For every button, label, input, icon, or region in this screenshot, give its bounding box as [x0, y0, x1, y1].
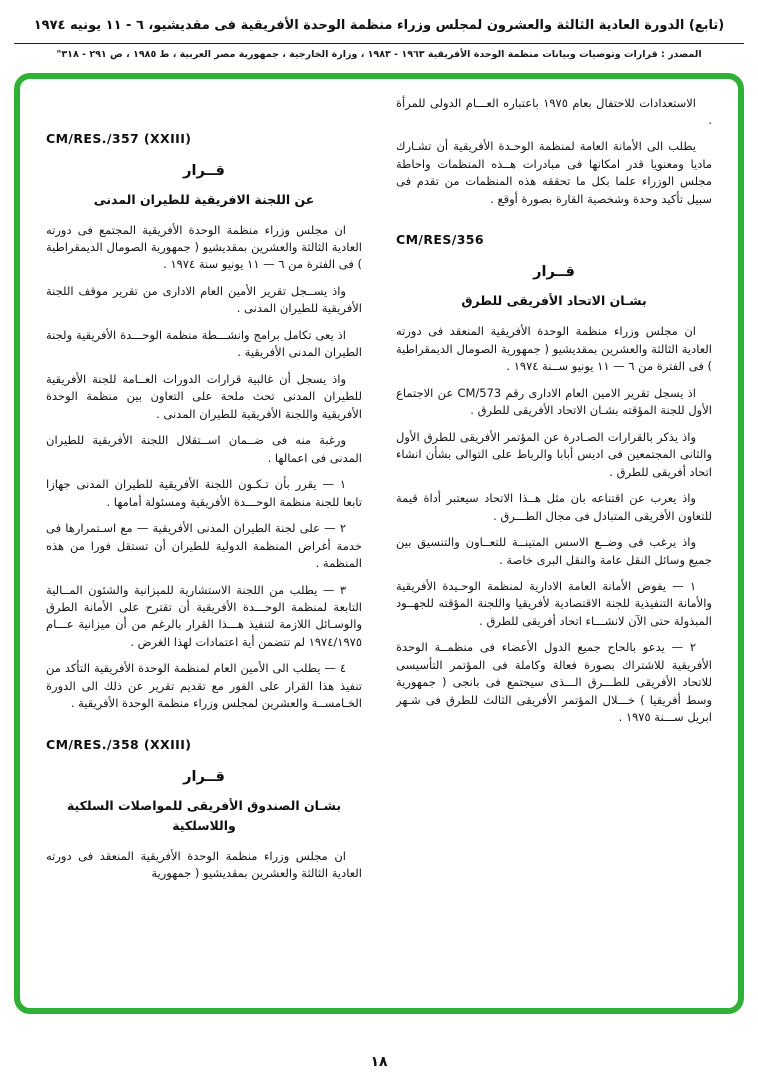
column-right — [396, 95, 712, 998]
paragraph: ٢ — يدعو بالحاح جميع الدول الأعضاء فى منظمــة الوحدة الأفريقية للاشتراك بصورة فعالة وكاملة فى المؤتمر التأسيسى للاتحاد الأفريقى للطـــرق الـــذى سيجتمع فى بانجى ( جمهورية وسط أفريقيا ) خـــلال المؤتمر الأفريقى الثالث للطرق فى شـهر ابريل ســـنة ١٩٧٥ . — [396, 640, 712, 725]
page-header — [0, 0, 758, 60]
paragraph: واذ يرغب فى وضــع الاسس المتينــة للتعــاون والتنسيق بين جميع وسائل النقل عامة والنقل البرى خاصة . — [396, 535, 712, 567]
resolution-subject: بشـان الاتحاد الأفريقى للطرق — [461, 293, 647, 309]
paragraph: ان مجلس وزراء منظمة الوحدة الأفريقية المنعقد فى دورته العادية الثالثة والعشرين بمقديشيو ( جمهورية — [46, 848, 362, 881]
paragraph: يطلب الى الأمانة العامة لمنظمة الوحـدة الأفريقية أن تشـارك ماديا ومعنويا قدر امكانها فى مبادرات هــذه المنظمات واحاطة مجلس الوزراء علما بكل ما تحققه هذه المنظمات من تقدم فى سبيل تأكيد وحدة وشخصية القارة بصورة أوقع . — [396, 139, 712, 206]
resolution-title: قــرار — [183, 768, 225, 785]
paragraph: ٤ — يطلب الى الأمين العام لمنظمة الوحدة الأفريقية التأكد من تنفيذ هذا القرار على الفور مع تقديم تقرير عن ذلك الى الدورة الخـامســة والعشرين لمجلس وزراء منظمة الوحدة الأفريقية . — [46, 661, 362, 711]
page-number: ١٨ — [370, 1054, 388, 1070]
columns — [46, 95, 712, 998]
column-left — [46, 95, 362, 998]
resolution-code: CM/RES./358 (XXIII) — [46, 736, 192, 752]
resolution-title: قــرار — [533, 264, 575, 281]
resolution-subject: عن اللجنة الافريقية للطيران المدنى — [93, 191, 315, 207]
paragraph: واذ يسجل أن غالبية قرارات الدورات العــامة للجنة الأفريقية للطيران المدنى تحث ملحة على التعاون بين منظمة الوحدة الأفريقية واللجنة الأفريقية للطيران المدنى . — [46, 371, 362, 421]
paragraph: الاستعدادات للاحتفال بعام ١٩٧٥ باعتباره العـــام الدولى للمرأة . — [396, 95, 712, 127]
content-frame — [14, 73, 744, 1014]
header-title: (تابع) الدورة العادية الثالثة والعشرون لمجلس وزراء منظمة الوحدة الأفريقية فى مقديشيو، ٦ - ١١ يونيه ١٩٧٤ — [33, 18, 725, 33]
header-source: المصدر : قرارات وتوصيات وبيانات منظمة الوحدة الأفريقية ١٩٦٣ - ١٩٨٣ ، وزارة الخارجية ، جمهورية مصر العربية ، ط ١٩٨٥ ، ص ٢٩١ - ٣١٨" — [56, 48, 702, 60]
resolution-code: CM/RES./357 (XXIII) — [46, 130, 192, 146]
paragraph: ورغبة منه فى ضــمان اســتقلال اللجنة الأفريقية للطيران المدنى فى اعمالها . — [46, 433, 362, 465]
paragraph: ٣ — يطلب من اللجنة الاستشارية للميزانية والشئون المــالية التابعة لمنظمة الوحـــدة الأفريقية أن تقترح على الأمانة الطرق والوسـائل اللازمة لتنفيذ هـــذا القرار بالرغم من أن ميزانية عـــام ١٩٧٤/١٩٧٥ لم تتضمن أية اعتمادات لهذا الغرض . — [46, 582, 362, 649]
paragraph: واذ يذكر بالقرارات الصـادرة عن المؤتمر الأفريقى للطرق الأول والثانى المجتمعين فى اديس أبابا والرباط على التوالى بشأن انشاء اتحاد أفريقى للطرق . — [396, 429, 712, 479]
paragraph: ٢ — على لجنة الطيران المدنى الأفريقية — مع اسـتمرارها فى خدمة أغراض المنظمة الدولية للطيران أن تستقل فورا من هذه المنظمة . — [46, 521, 362, 571]
paragraph: واذ يســجل تقرير الأمين العام الادارى من تقرير موقف اللجنة الأفريقية للطيران المدنى . — [46, 283, 362, 316]
paragraph: ان مجلس وزراء منظمة الوحدة الأفريقية المنعقد فى دورته العادية الثالثة والعشرين بمقديشيو ( جمهورية الصومال الديمقراطية ) فى الفترة من ٦ — ١١ يونيو ســنة ١٩٧٤ . — [396, 324, 712, 374]
resolution-subject: بشـان الصندوق الأفريقى للمواصلات السلكية واللاسلكية — [66, 797, 342, 833]
paragraph: ان مجلس وزراء منظمة الوحدة الأفريقية المجتمع فى دورته العادية الثالثة والعشرين بمقديشيو ( جمهورية الصومال الديمقراطية ) فى الفترة من ٦ — ١١ يونيو سنة ١٩٧٤ . — [46, 222, 362, 272]
header-divider — [14, 43, 744, 44]
resolution-code: CM/RES/356 — [396, 232, 485, 248]
paragraph: ١ — يفوض الأمانة العامة الادارية لمنظمة الوحـيدة الأفريقية والأمانة التنفيذية للجنة الاقتصادية لأفريقيا واللجنة المؤقته للجهــود المبذولة حتى الآن لانشـــاء اتحاد أفريقى للطرق . — [396, 578, 712, 628]
paragraph: واذ يعرب عن اقتناعه بان مثل هــذا الاتحاد سيعتبر أداة قيمة للتعاون الأفريقى المتبادل فى مجال الطـــرق . — [396, 491, 712, 523]
paragraph: اذ يسجل تقرير الامين العام الادارى رقم CM/573 عن الاجتماع الأول للجنة المؤقته بشـان الاتحاد الأفريقى للطرق . — [396, 385, 712, 418]
paragraph: اذ يعى تكامل برامج وانشـــطة منظمة الوحـــدة الأفريقية ولجنة الطيران المدنى الأفريقية . — [46, 327, 362, 360]
paragraph: ١ — يقرر بأن تـكـون اللجنة الأفريقية للطيران المدنى جهازا تابعا للجنة منظمة الوحـــدة الأفريقية ومسئولة أمامها . — [46, 477, 362, 509]
resolution-title: قــرار — [183, 162, 225, 179]
